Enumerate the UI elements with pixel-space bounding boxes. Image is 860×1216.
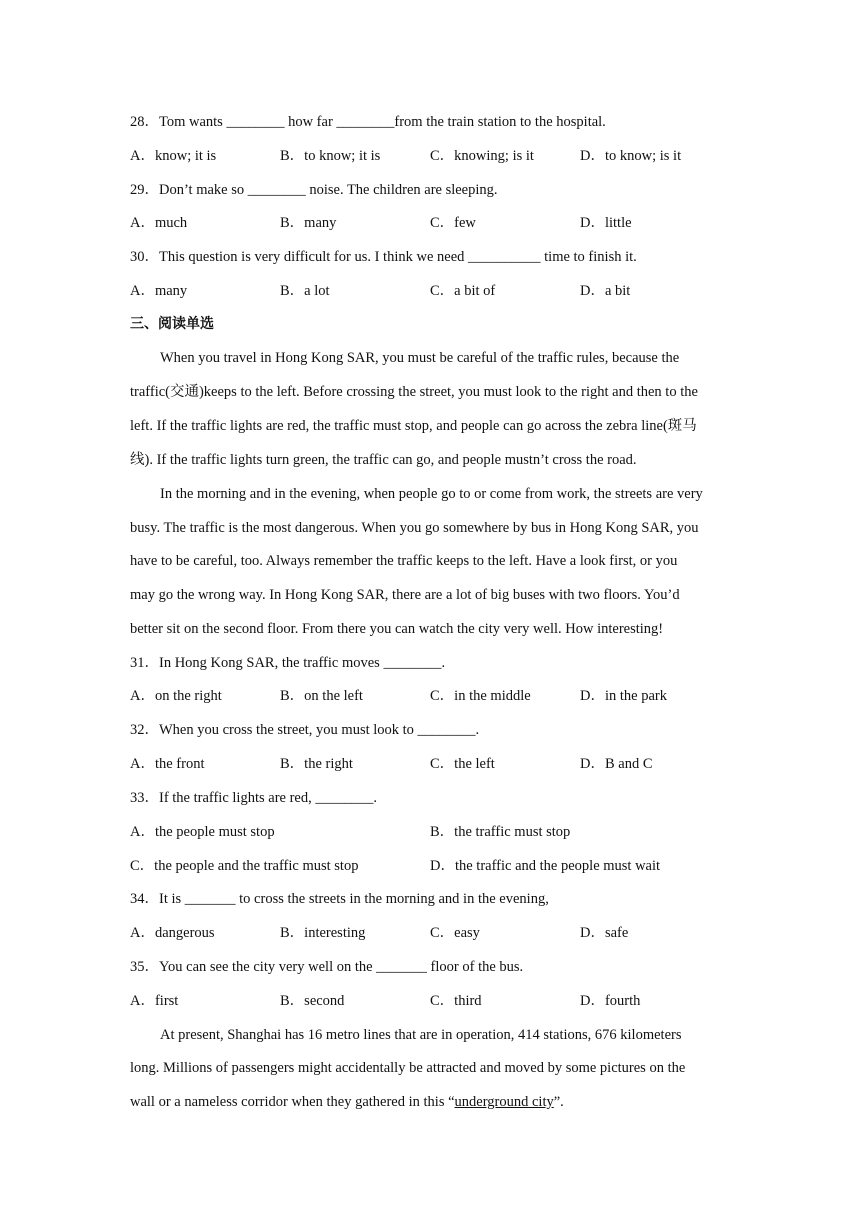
option-b: B．on the left [280, 688, 363, 704]
option-c: C．the people and the traffic must stop [130, 858, 359, 874]
passage2-line3 [130, 1092, 730, 1112]
question-30-stem: 30．This question is very difficult for us. I think we need __________ time to finish it. [130, 249, 637, 265]
option-b: B．to know; it is [280, 148, 381, 164]
option-a: A．the people must stop [130, 824, 275, 840]
option-b: B．second [280, 993, 345, 1009]
option-d: D．to know; is it [580, 148, 682, 164]
passage1-p1-line4: 线). If the traffic lights turn green, the traffic can go, and people mustn’t cross the road. [130, 452, 637, 468]
passage1-p1-line1: When you travel in Hong Kong SAR, you must be careful of the traffic rules, because the [160, 350, 680, 366]
underlined-term: underground city [454, 1094, 554, 1110]
passage1-p2-line1: In the morning and in the evening, when people go to or come from work, the streets are very [160, 486, 703, 502]
option-c: C．knowing; is it [430, 148, 534, 164]
passage2-line3-after: ”. [553, 1094, 564, 1110]
option-b: B．many [280, 215, 337, 231]
question-29-options [130, 213, 730, 233]
question-28-options [130, 146, 730, 166]
option-c: C．third [430, 993, 482, 1009]
question-34-options [130, 923, 730, 943]
question-31-options [130, 686, 730, 706]
question-33-options-row1 [130, 822, 730, 842]
question-33-stem: 33．If the traffic lights are red, ________. [130, 790, 377, 806]
question-31-stem: 31．In Hong Kong SAR, the traffic moves ________. [130, 655, 446, 671]
option-b: B．the right [280, 756, 353, 772]
question-32-options [130, 754, 730, 774]
passage1-p2-line4: may go the wrong way. In Hong Kong SAR, there are a lot of big buses with two floors. You’d [130, 587, 680, 603]
option-a: A．first [130, 993, 179, 1009]
option-d: D．in the park [580, 688, 667, 704]
option-a: A．the front [130, 756, 205, 772]
passage1-p2-line3: have to be careful, too. Always remember the traffic keeps to the left. Have a look first, or you [130, 553, 678, 569]
option-a: A．many [130, 283, 188, 299]
passage1-p1-line2: traffic(交通)keeps to the left. Before crossing the street, you must look to the right and then to the [130, 384, 698, 400]
option-c: C．few [430, 215, 476, 231]
option-c: C．a bit of [430, 283, 496, 299]
question-35-options [130, 991, 730, 1011]
question-33-options-row2 [130, 856, 730, 876]
option-d: D．fourth [580, 993, 641, 1009]
option-a: A．know; it is [130, 148, 217, 164]
option-c: C．in the middle [430, 688, 531, 704]
option-a: A．much [130, 215, 188, 231]
passage2-line1: At present, Shanghai has 16 metro lines that are in operation, 414 stations, 676 kilometers [160, 1027, 682, 1043]
passage1-p2-line2: busy. The traffic is the most dangerous. When you go somewhere by bus in Hong Kong SAR, you [130, 520, 699, 536]
question-29-stem: 29．Don’t make so ________ noise. The children are sleeping. [130, 182, 498, 198]
question-35-stem: 35．You can see the city very well on the _______ floor of the bus. [130, 959, 524, 975]
option-c: C．easy [430, 925, 480, 941]
option-d: D．little [580, 215, 632, 231]
option-c: C．the left [430, 756, 495, 772]
passage1-p1-line3: left. If the traffic lights are red, the traffic must stop, and people can go across the zebra line(斑马 [130, 418, 697, 434]
passage2-line3-before: wall or a nameless corridor when they gathered in this “ [130, 1094, 455, 1110]
option-b: B．interesting [280, 925, 366, 941]
question-34-stem: 34．It is _______ to cross the streets in the morning and in the evening, [130, 891, 549, 907]
question-28-stem: 28．Tom wants ________ how far ________from the train station to the hospital. [130, 114, 606, 130]
option-b: B．the traffic must stop [430, 824, 571, 840]
option-d: D．the traffic and the people must wait [430, 858, 661, 874]
passage2-line2: long. Millions of passengers might accidentally be attracted and moved by some pictures on the [130, 1060, 686, 1076]
question-30-options [130, 281, 730, 301]
option-d: D．a bit [580, 283, 631, 299]
option-b: B．a lot [280, 283, 330, 299]
passage1-p2-line5: better sit on the second floor. From there you can watch the city very well. How interesting! [130, 621, 664, 637]
option-a: A．dangerous [130, 925, 215, 941]
option-d: D．safe [580, 925, 629, 941]
question-32-stem: 32．When you cross the street, you must look to ________. [130, 722, 480, 738]
option-d: D．B and C [580, 756, 653, 772]
section-title: 三、阅读单选 [130, 316, 214, 332]
option-a: A．on the right [130, 688, 222, 704]
